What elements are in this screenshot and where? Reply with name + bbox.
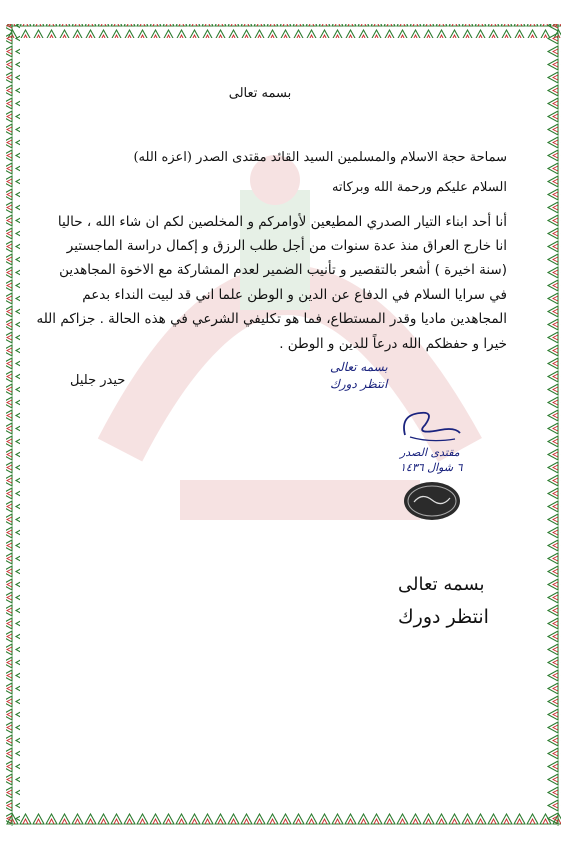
letter-body-line: خيرا و حفظكم الله درعاً للدين و الوطن . bbox=[279, 336, 507, 352]
signature-icon bbox=[395, 405, 465, 445]
letter-basmala: بسمه تعالى bbox=[228, 86, 292, 101]
letter-sender: حيدر جليل bbox=[70, 373, 126, 388]
handwritten-basmala: بسمه تعالى bbox=[330, 360, 388, 374]
letter-body-line: انا خارج العراق منذ عدة سنوات من أجل طلب الرزق و إكمال دراسة الماجستير bbox=[66, 238, 507, 254]
letter-addressee: سماحة حجة الاسلام والمسلمين السيد القائد مقتدى الصدر (اعزه الله) bbox=[133, 150, 507, 165]
letter-body-line: (سنة اخيرة ) أشعر بالتقصير و تأنيب الضمير لعدم المشاركة مع الاخوة المجاهدين bbox=[59, 262, 507, 278]
letter-body-line: المجاهدين ماديا وقدر المستطاع، فما هو تكليفي الشرعي في هذه الحالة . جزاكم الله bbox=[36, 311, 507, 327]
reply-basmala: بسمه تعالى bbox=[398, 574, 485, 595]
signature-date: ٦ شوال ١٤٣٦ bbox=[400, 461, 463, 474]
signature-name: مقتدى الصدر bbox=[400, 446, 460, 459]
letter-body-line: في سرايا السلام في الدفاع عن الدين و الوطن علما اني قد لبيت النداء بدعم bbox=[82, 287, 507, 303]
letter-body-line: أنا أحد ابناء التيار الصدري المطيعين لأوامركم و المخلصين لكم ان شاء الله ، حاليا bbox=[57, 214, 507, 230]
handwritten-reply-text: انتظر دورك bbox=[330, 377, 388, 391]
seal-icon bbox=[402, 480, 462, 522]
letter-greeting: السلام عليكم ورحمة الله وبركاته bbox=[331, 180, 507, 195]
reply-text: انتظر دورك bbox=[398, 606, 489, 628]
